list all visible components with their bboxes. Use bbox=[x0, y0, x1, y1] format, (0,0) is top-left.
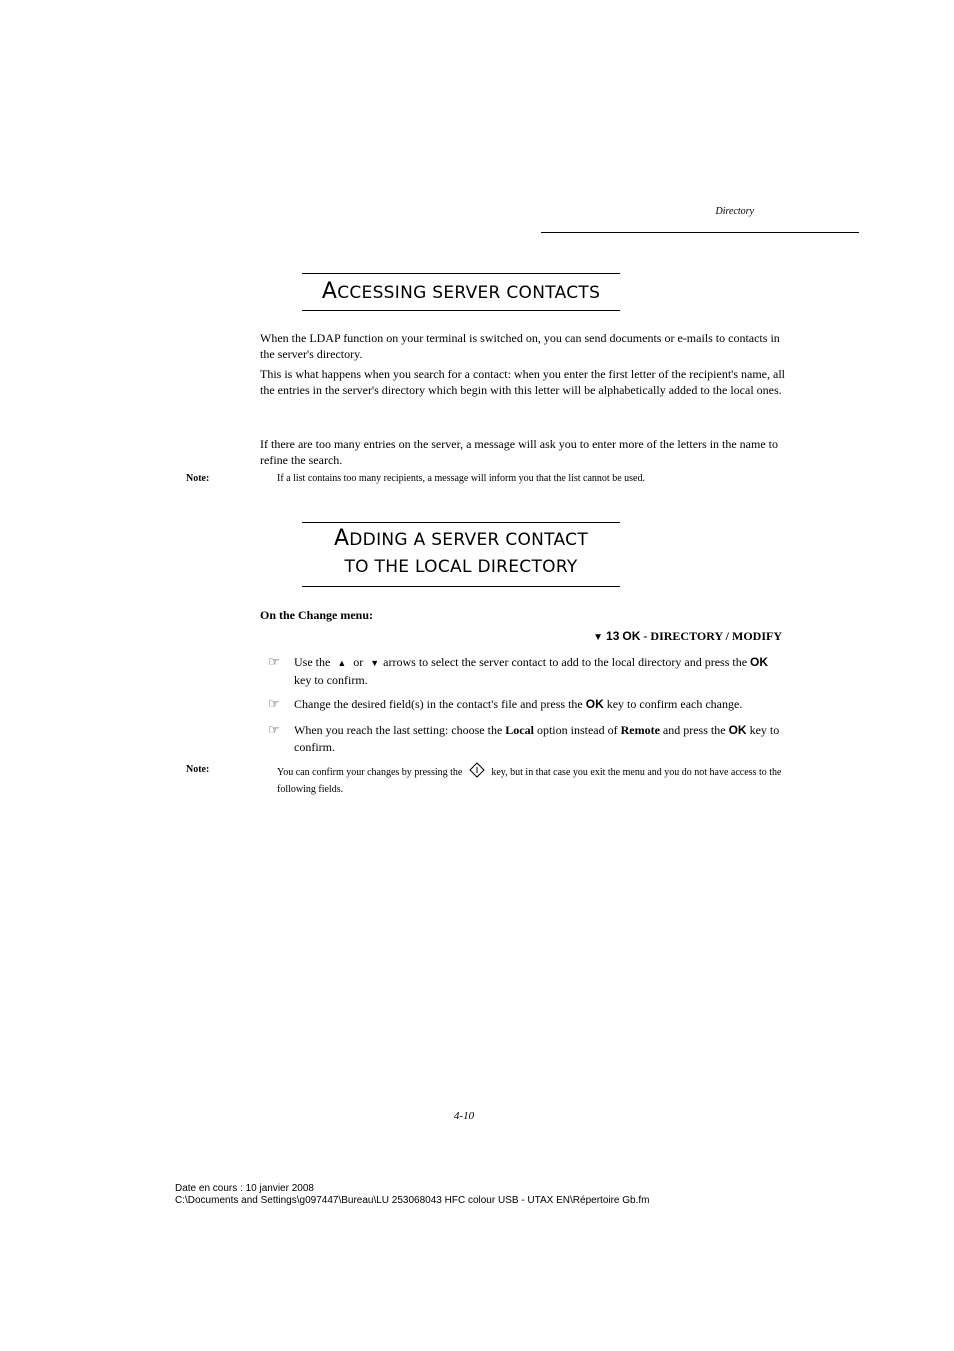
running-header: Directory bbox=[715, 206, 754, 217]
step-2-text-b: key to confirm each change. bbox=[606, 697, 743, 711]
down-arrow-icon: ▼ bbox=[370, 658, 380, 668]
option-remote: Remote bbox=[620, 723, 660, 737]
start-key-icon bbox=[469, 762, 485, 783]
ok-key: OK bbox=[585, 697, 604, 711]
title-rest-line1: DDING A SERVER CONTACT bbox=[349, 530, 589, 550]
step-1-or: or bbox=[353, 655, 364, 669]
up-arrow-icon: ▲ bbox=[337, 658, 347, 668]
paragraph-too-many-entries: If there are too many entries on the server, a message will ask you to enter more of the letters in the name to refine the search. bbox=[260, 437, 779, 467]
step-1-text-a: Use the bbox=[294, 655, 331, 669]
step-3-text-a: When you reach the last setting: choose the bbox=[294, 723, 503, 737]
step-1-text-b: arrows to select the server contact to add to the local directory and press the bbox=[383, 655, 748, 669]
hand-pointer-icon: ☞ bbox=[268, 722, 280, 737]
note-text bbox=[277, 762, 787, 797]
step-3-text-c: and press the bbox=[662, 723, 726, 737]
note-label: Note: bbox=[186, 473, 210, 484]
title-rest: CCESSING SERVER CONTACTS bbox=[337, 283, 601, 303]
footer-path: C:\Documents and Settings\g097447\Bureau\LU 253068043 HFC colour USB - UTAX EN\Répertoire Gb.fm bbox=[175, 1195, 650, 1206]
path-ok: OK bbox=[622, 629, 641, 643]
menu-label: On the Change menu: bbox=[260, 608, 374, 622]
option-local: Local bbox=[505, 723, 534, 737]
header-rule bbox=[541, 232, 859, 233]
step-1 bbox=[294, 654, 786, 689]
section-title-accessing bbox=[302, 273, 620, 311]
paragraph-ldap-intro: When the LDAP function on your terminal is switched on, you can send documents or e-mails to contacts in the server's directory. bbox=[260, 331, 780, 361]
title-line2: TO THE LOCAL DIRECTORY bbox=[344, 557, 578, 577]
step-3-text-b: option instead of bbox=[536, 723, 618, 737]
note-label: Note: bbox=[186, 764, 210, 775]
note-text-a: You can confirm your changes by pressing the bbox=[277, 766, 463, 778]
menu-path bbox=[0, 629, 782, 644]
hand-pointer-icon: ☞ bbox=[268, 654, 280, 669]
step-3 bbox=[294, 722, 786, 756]
title-initial: A bbox=[333, 526, 350, 551]
step-1-text-c: key to confirm. bbox=[294, 673, 368, 687]
step-2 bbox=[294, 696, 786, 713]
path-rest: - DIRECTORY / MODIFY bbox=[643, 629, 782, 643]
ok-key: OK bbox=[728, 723, 747, 737]
step-3-text-d: key to confirm. bbox=[294, 723, 780, 754]
ok-key: OK bbox=[750, 655, 769, 669]
step-2-text-a: Change the desired field(s) in the contact's file and press the bbox=[294, 697, 583, 711]
paragraph-search-behaviour: This is what happens when you search for a contact: when you enter the first letter of the recipient's name, all the entries in the server's directory which begin with this letter will be alphabetically added to the local ones. bbox=[260, 367, 785, 397]
hand-pointer-icon: ☞ bbox=[268, 696, 280, 711]
path-number: 13 bbox=[606, 629, 620, 643]
section-title-adding bbox=[302, 522, 620, 587]
down-arrow-icon: ▼ bbox=[593, 632, 604, 643]
page-number: 4-10 bbox=[453, 1110, 475, 1122]
footer-date: Date en cours : 10 janvier 2008 bbox=[175, 1183, 314, 1194]
title-initial: A bbox=[321, 279, 338, 304]
note-text-b: key, but in that case you exit the menu and you do not have access to the following fields. bbox=[277, 766, 782, 795]
note-text: If a list contains too many recipients, a message will inform you that the list cannot be used. bbox=[277, 473, 645, 484]
